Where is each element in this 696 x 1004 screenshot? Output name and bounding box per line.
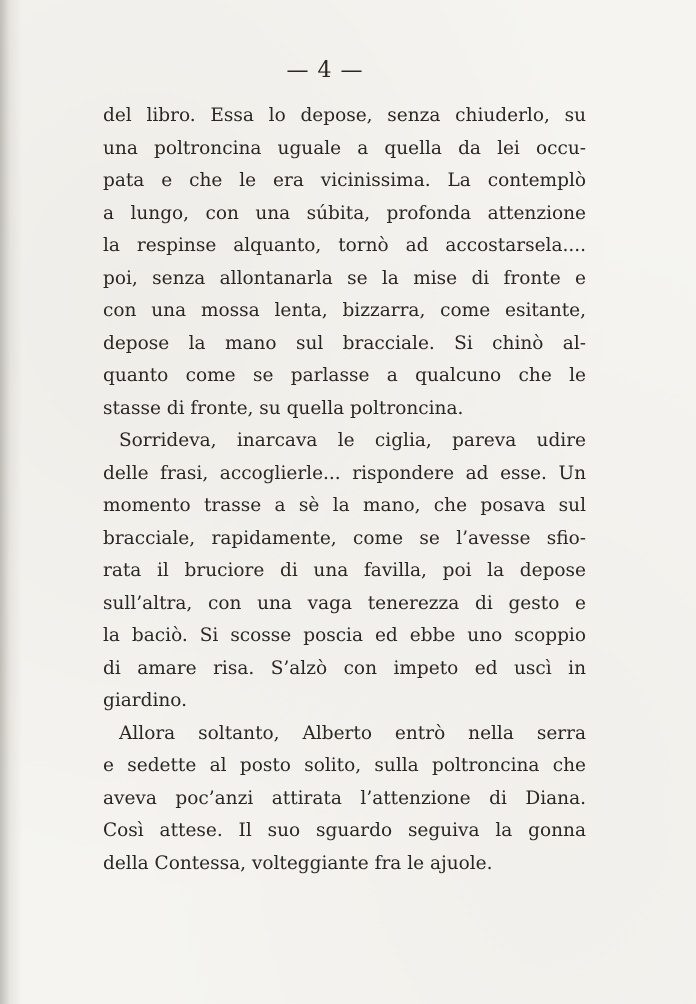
text-line: aveva poc’anzi attirata l’attenzione di Diana.	[103, 787, 586, 809]
text-line: momento trasse a sè la mano, che posava sul	[103, 495, 586, 516]
binding-shadow	[0, 0, 22, 1004]
text-line: bracciale, rapidamente, come se l’avesse sfio-	[103, 527, 586, 549]
text-line: una poltroncina uguale a quella da lei occu-	[103, 137, 586, 159]
text-line: la baciò. Si scosse poscia ed ebbe uno scoppio	[103, 625, 586, 646]
body-text	[103, 100, 586, 880]
text-line: pata e che le era vicinissima. La contemplò	[103, 170, 586, 191]
text-line: di amare risa. S’alzò con impeto ed uscì in	[103, 657, 586, 679]
text-line: depose la mano sul bracciale. Si chinò al-	[103, 332, 586, 354]
text-line: stasse di fronte, su quella poltroncina.	[103, 397, 464, 419]
text-line: la respinse alquanto, tornò ad accostarsela....	[103, 235, 586, 256]
page-number: — 4 —	[286, 58, 364, 83]
text-line: delle frasi, accoglierle... rispondere ad esse. Un	[103, 462, 586, 484]
text-line: del libro. Essa lo depose, senza chiuderlo, su	[103, 105, 586, 126]
text-line: Così attese. Il suo sguardo seguiva la gonna	[103, 820, 586, 841]
text-line: e sedette al posto solito, sulla poltroncina che	[103, 755, 586, 776]
text-line: con una mossa lenta, bizzarra, come esitante,	[103, 300, 586, 321]
text-line: rata il bruciore di una favilla, poi la depose	[103, 560, 586, 581]
text-line: Allora soltanto, Alberto entrò nella serra	[119, 722, 586, 744]
text-line: sull’altra, con una vaga tenerezza di gesto e	[103, 592, 586, 614]
text-line: poi, senza allontanarla se la mise di fronte e	[103, 267, 586, 289]
text-line: della Contessa, volteggiante fra le ajuole.	[103, 852, 493, 874]
text-line: giardino.	[103, 690, 187, 711]
text-line: quanto come se parlasse a qualcuno che le	[103, 365, 586, 386]
text-line: a lungo, con una súbita, profonda attenzione	[103, 202, 586, 224]
text-line: Sorrideva, inarcava le ciglia, pareva udire	[119, 430, 586, 451]
